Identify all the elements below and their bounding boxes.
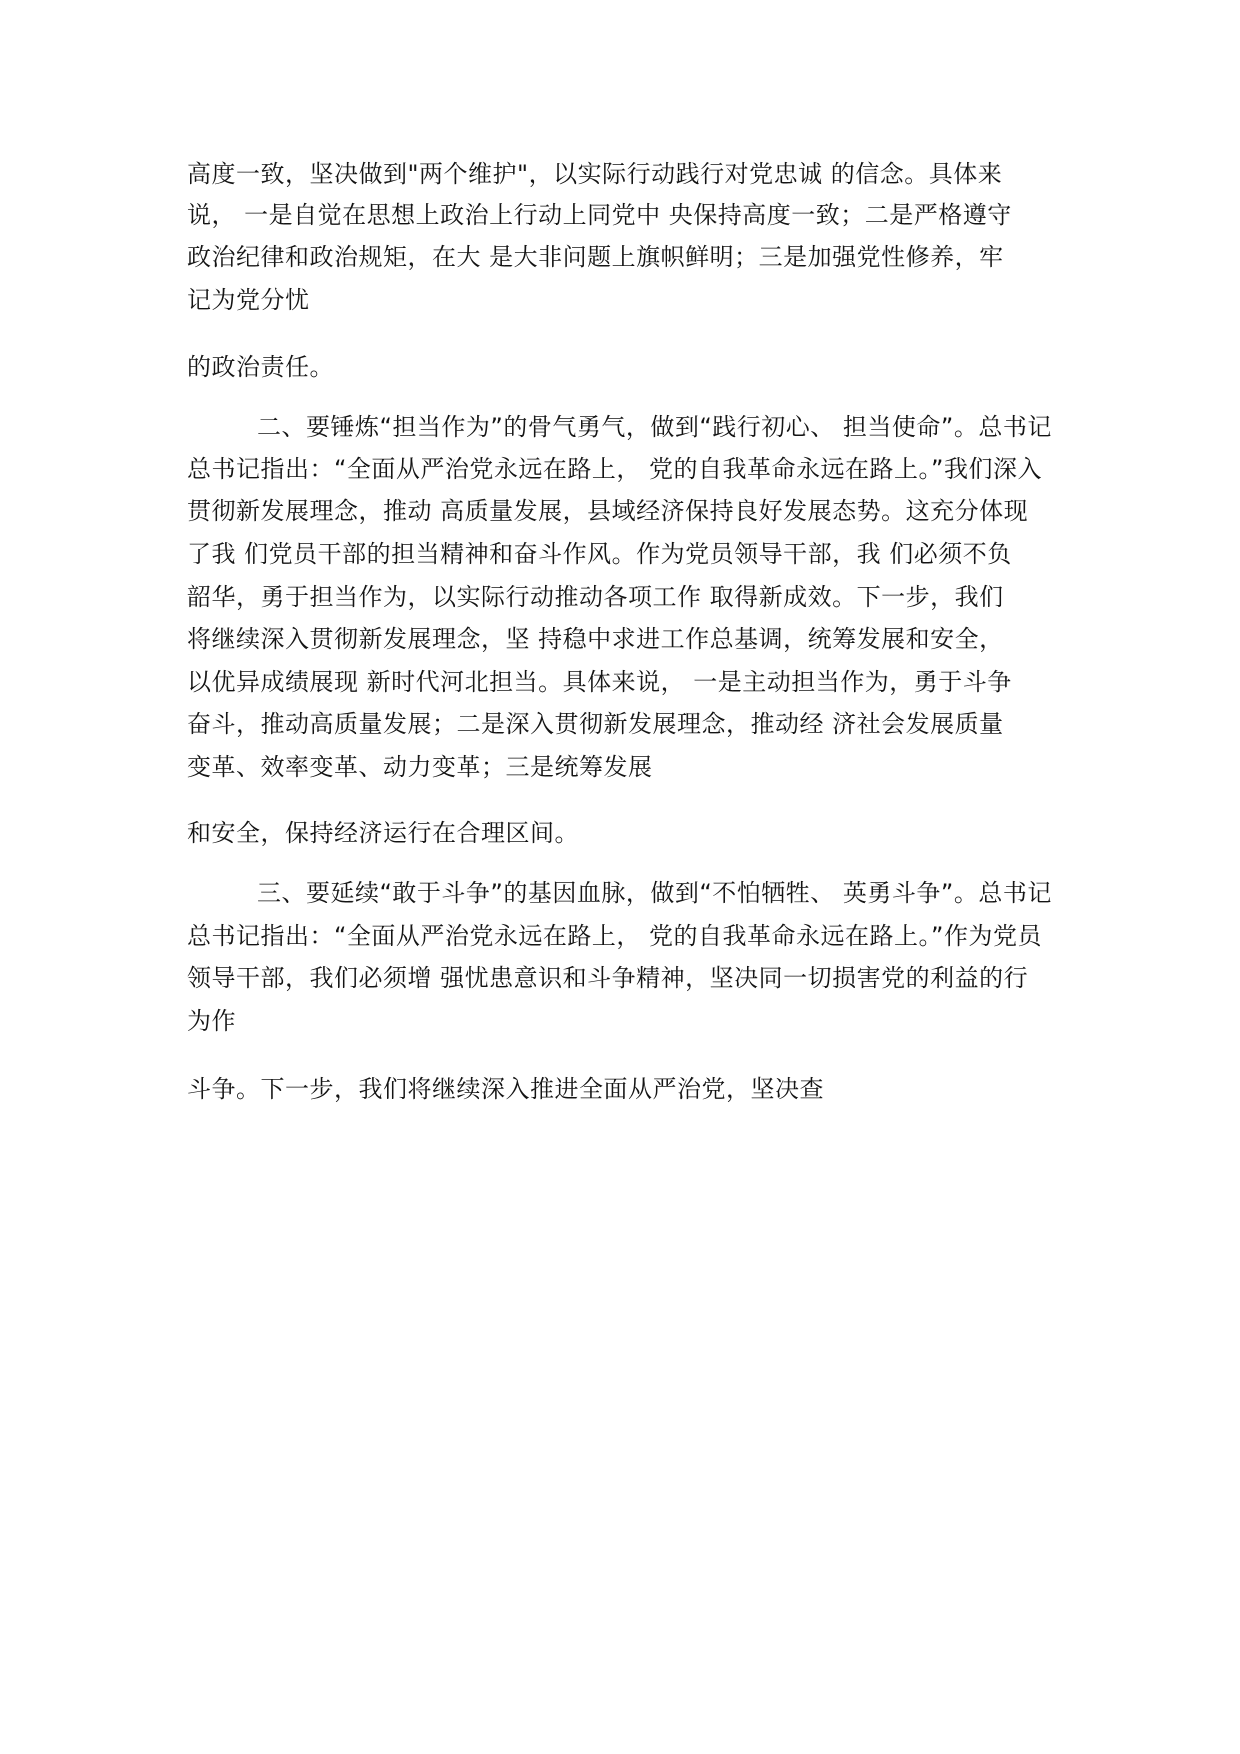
text-line: 斗争。下一步，我们将继续深入推进全面从严治党，坚决查 — [187, 1075, 824, 1103]
text-line: 总书记指出：“全面从严治党永远在路上， 党的自我革命永远在路上。”作为党员 — [187, 922, 1042, 950]
text-line: 了我 们党员干部的担当精神和奋斗作风。作为党员领导干部，我 们必须不负 — [187, 540, 1012, 568]
text-line: 变革、效率变革、动力变革；三是统筹发展 — [187, 753, 653, 781]
text-line: 的政治责任。 — [187, 353, 334, 381]
text-line: 奋斗，推动高质量发展；二是深入贯彻新发展理念，推动经 济社会发展质量 — [187, 710, 1004, 738]
text-line: 领导干部，我们必须增 强忧患意识和斗争精神，坚决同一切损害党的利益的行 — [187, 964, 1029, 992]
paragraph-heading: 三、要延续“敢于斗争”的基因血脉，做到“不怕牺牲、 英勇斗争”。总书记 — [257, 879, 1052, 907]
text-line: 韶华，勇于担当作为，以实际行动推动各项工作 取得新成效。下一步，我们 — [187, 583, 1004, 611]
text-line: 贯彻新发展理念，推动 高质量发展，县域经济保持良好发展态势。这充分体现 — [187, 497, 1029, 525]
text-line: 高度一致，坚决做到"两个维护"，以实际行动践行对党忠诚 的信念。具体来 — [187, 160, 1003, 188]
text-line: 将继续深入贯彻新发展理念，坚 持稳中求进工作总基调，统筹发展和安全， — [187, 625, 1004, 653]
text-line: 政治纪律和政治规矩，在大 是大非问题上旗帜鲜明；三是加强党性修养，牢 — [187, 243, 1004, 271]
text-line: 说， 一是自觉在思想上政治上行动上同党中 央保持高度一致；二是严格遵守 — [187, 201, 1012, 229]
paragraph-heading: 二、要锤炼“担当作为”的骨气勇气，做到“践行初心、 担当使命”。总书记 — [257, 413, 1052, 441]
text-line: 为作 — [187, 1007, 236, 1035]
text-line: 以优异成绩展现 新时代河北担当。具体来说， 一是主动担当作为，勇于斗争 — [187, 668, 1012, 696]
text-line: 总书记指出：“全面从严治党永远在路上， 党的自我革命永远在路上。”我们深入 — [187, 455, 1042, 483]
text-line: 和安全，保持经济运行在合理区间。 — [187, 819, 579, 847]
text-line: 记为党分忧 — [187, 286, 310, 314]
